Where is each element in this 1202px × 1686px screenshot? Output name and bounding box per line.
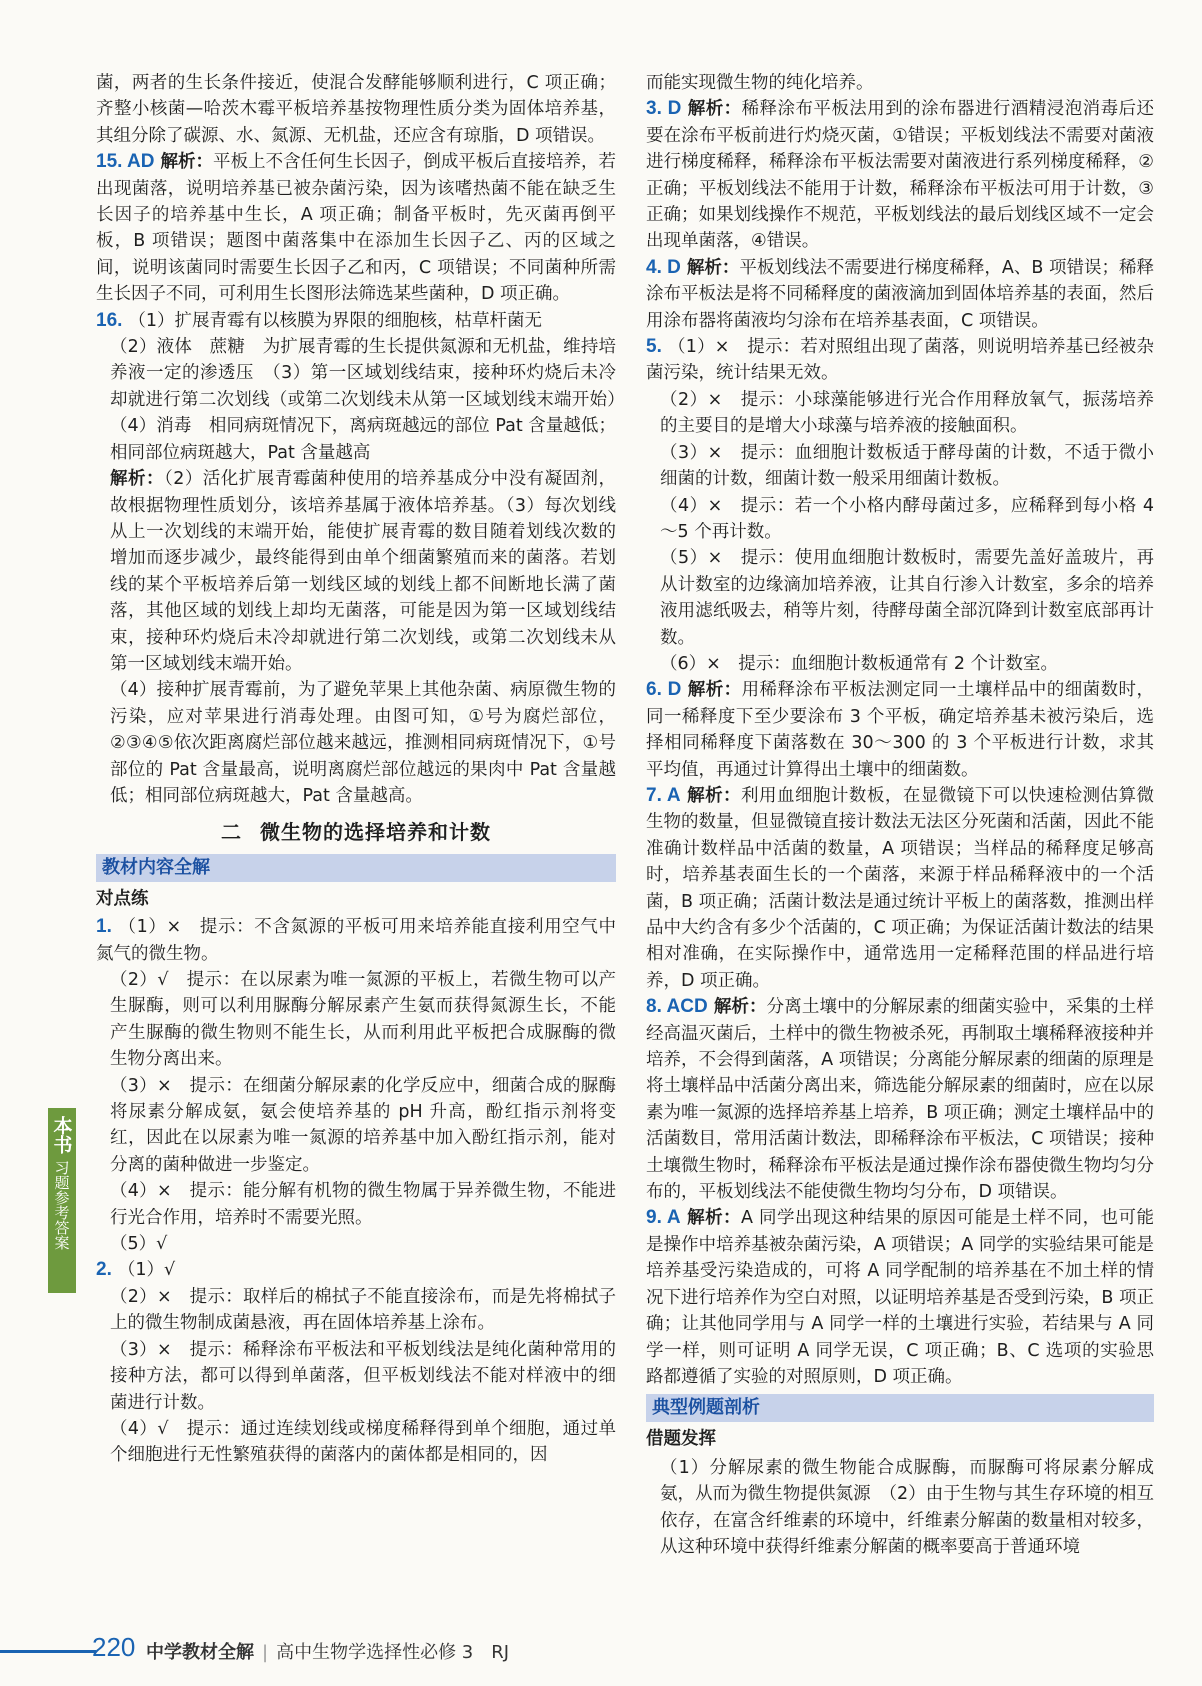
answer-2 — [96, 1257, 616, 1283]
question-number: 4. D — [646, 256, 681, 278]
subheading: 对点练 — [96, 888, 149, 909]
answer-5 — [646, 334, 1154, 387]
answer-text: （5）× 提示：使用血细胞计数板时，需要先盖好盖玻片，再从计数室的边缘滴加培养液，让其自行渗入计数室，多余的培养液用滤纸吸去，稍等片刻，待酵母菌全部沉降到计数室底部再计数。 — [660, 548, 1154, 648]
answer-text: （1）× 提示：不含氮源的平板可用来培养能直接利用空气中氮气的微生物。 — [96, 917, 616, 964]
answer-text: （2）√ 提示：在以尿素为唯一氮源的平板上，若微生物可以产生脲酶，则可以利用脲酶分解尿素产生氨而获得氮源生长，不能产生脲酶的微生物则不能生长，从而利用此平板把合成脲酶的微生物分离出来。 — [110, 970, 616, 1070]
answer-text: （4）× 提示：能分解有机物的微生物属于异养微生物，不能进行光合作用，培养时不需要光照。 — [110, 1181, 616, 1228]
question-number: 5. — [646, 336, 662, 358]
subheading: 借题发挥 — [646, 1429, 716, 1450]
book-title — [146, 1638, 509, 1664]
answer-text: （1）√ — [117, 1260, 176, 1281]
question-number: 16. — [96, 309, 123, 331]
side-tab — [48, 1108, 76, 1293]
answer-text: 平板划线法不需要进行梯度稀释，A、B 项错误；稀释涂布平板法是将不同稀释度的菌液滴加到固体培养基的表面，然后用涂布器将菌液均匀涂布在培养基表面，C 项错误。 — [646, 257, 1154, 331]
answer-text: 用稀释涂布平板法测定同一土壤样品中的细菌数时，同一稀释度下至少要涂布 3 个平板，确定培养基未被污染后，选择相同稀释度下菌落数在 30～300 的 3 个平板进行计数，求其平均值，再通过计算得出土壤中的细菌数。 — [646, 680, 1154, 780]
answer-text: （2）液体 蔗糖 为扩展青霉的生长提供氮源和无机盐，维持培养液一定的渗透压 （3）第一区域划线结束，接种环灼烧后未冷却就进行第二次划线（或第二次划线未从第一区域划线末端开始）（4）消毒 相同病斑情况下，离病斑越远的部位 Pat 含量越低；相同部位病斑越大，Pat 含量越高 — [110, 337, 616, 463]
paragraph: 菌，两者的生长条件接近，使混合发酵能够顺利进行，C 项正确；齐整小核菌—哈茨木霉平板培养基按物理性质分类为固体培养基，其组分除了碳源、水、氮源、无机盐，还应含有琼脂，D 项错误。 — [96, 73, 616, 146]
question-number: 9. A — [646, 1207, 681, 1229]
answer-text: 分离土壤中的分解尿素的细菌实验中，采集的土样经高温灭菌后，土样中的微生物被杀死，再制取土壤稀释液接种并培养，不会得到菌落，A 项错误；分离能分解尿素的细菌的原理是将土壤样品中活菌分离出来，筛选能分解尿素的细菌时，应在以尿素为唯一氮源的选择培养基上培养，B 项正确；测定土壤样品中的活菌数目，常用活菌计数法，即稀释涂布平板法，C 项错误；接种土壤微生物时，稀释涂布平板法是通过操作涂布器使微生物均匀分布的，平板划线法不能使微生物均匀分布，D 项错误。 — [646, 997, 1155, 1203]
answer-16-analysis — [96, 466, 616, 677]
answer-text: （6）× 提示：血细胞计数板通常有 2 个计数室。 — [660, 653, 1059, 674]
answer-text: （1）扩展青霉有以核膜为界限的细胞核，枯草杆菌无 — [128, 310, 543, 331]
right-column — [646, 70, 1154, 1560]
paragraph: 而能实现微生物的纯化培养。 — [646, 73, 874, 93]
question-number: 8. ACD — [646, 996, 708, 1018]
question-number: 6. D — [646, 679, 682, 701]
answer-15 — [96, 149, 616, 307]
left-column — [96, 70, 616, 1469]
book-subtitle: 高中生物学选择性必修 3 RJ — [276, 1642, 510, 1663]
section-title-text: 微生物的选择培养和计数 — [260, 820, 491, 845]
answer-8 — [646, 994, 1154, 1205]
answer-text: （5）√ — [110, 1234, 168, 1255]
footer — [0, 1628, 1202, 1668]
footer-rule — [0, 1650, 96, 1653]
analysis-label: 解析： — [686, 257, 740, 278]
analysis-label: 解析： — [686, 1208, 742, 1229]
answer-text: （3）× 提示：在细菌分解尿素的化学反应中，细菌合成的脲酶将尿素分解成氨，氨会使培养基的 pH 升高，酚红指示剂将变红，因此在以尿素为唯一氮源的培养基中加入酚红指示剂，能对分离的菌种做进一步鉴定。 — [110, 1075, 616, 1175]
answer-text: （4）√ 提示：通过连续划线或梯度稀释得到单个细胞，通过单个细胞进行无性繁殖获得的菌落内的菌体都是相同的，因 — [110, 1418, 616, 1466]
question-number: 15. AD — [96, 151, 155, 173]
question-number: 1. — [96, 916, 112, 938]
analysis-label: 解析： — [686, 785, 742, 806]
analysis-label: 解析： — [713, 997, 767, 1018]
analysis-label: 解析： — [687, 680, 742, 701]
answer-text: （3）× 提示：血细胞计数板适于酵母菌的计数，不适于微小细菌的计数，细菌计数一般采用细菌计数板。 — [660, 442, 1154, 490]
section-bar: 教材内容全解 — [96, 854, 616, 882]
section-title — [96, 819, 616, 845]
answer-text: A 同学出现这种结果的原因可能是土样不同，也可能是操作中培养基被杂菌污染，A 项错误；A 同学的实验结果可能是培养基受污染造成的，可将 A 同学配制的培养基在不加土样的情况下进行培养作为空白对照，以证明培养基是否受到污染，B 项正确；让其他同学用与 A 同学一样的土壤进行实验，若结果与 A 同学一样，则可证明 A 同学无误，C 项正确；B、C 选项的实验思路都遵循了实验的对照原则，D 项正确。 — [646, 1208, 1155, 1387]
question-number: 3. D — [646, 98, 682, 120]
page-number: 220 — [92, 1632, 136, 1662]
side-tab-title: 本书 — [50, 1116, 73, 1154]
question-number: 7. A — [646, 784, 681, 806]
answer-text: 利用血细胞计数板，在显微镜下可以快速检测估算微生物的数量，但显微镜直接计数法无法区分死菌和活菌，因此不能准确计数样品中活菌的数量，A 项错误；当样品的稀释度足够高时，培养基表面生长的一个菌落，来源于样品稀释液中的一个活菌，B 项正确；活菌计数法是通过统计平板上的菌落数，推测出样品中大约含有多少个活菌的，C 项正确；为保证活菌计数法的结果相对准确，在实际操作中，通常选用一定稀释范围的样品进行培养，D 项正确。 — [646, 785, 1155, 991]
answer-text: （2）× 提示：小球藻能够进行光合作用释放氧气，振荡培养的主要目的是增大小球藻与培养液的接触面积。 — [660, 389, 1154, 437]
answer-text: 平板上不含任何生长因子，倒成平板后直接培养，若出现菌落，说明培养基已被杂菌污染，因为该嗜热菌不能在缺乏生长因子的培养基中生长，A 项正确；制备平板时，先灭菌再倒平板，B 项错误；题图中菌落集中在添加生长因子乙、丙的区域之间，说明该菌同时需要生长因子乙和丙，C 项错误；不同菌种所需生长因子不同，可利用生长图形法筛选某些菌种，D 项正确。 — [96, 152, 617, 305]
section-number: 二 — [221, 820, 242, 845]
book-name: 中学教材全解 — [146, 1642, 254, 1663]
answer-1 — [96, 914, 616, 967]
answer-4 — [646, 255, 1154, 334]
answer-text: （4）× 提示：若一个小格内酵母菌过多，应稀释到每小格 4～5 个再计数。 — [660, 495, 1154, 542]
question-number: 2. — [96, 1259, 112, 1281]
analysis-label: 解析： — [687, 99, 742, 120]
answer-text: （2）× 提示：取样后的棉拭子不能直接涂布，而是先将棉拭子上的微生物制成菌悬液，再在固体培养基上涂布。 — [110, 1286, 616, 1334]
analysis-label: 解析： — [110, 469, 164, 490]
separator: | — [262, 1642, 269, 1663]
answer-text: （1）分解尿素的微生物能合成脲酶，而脲酶可将尿素分解成氨，从而为微生物提供氮源 （2）由于生物与其生存环境的相互依存，在富含纤维素的环境中，纤维素分解菌的数量相对较多，从这种环境中获得纤维素分解菌的概率要高于普通环境 — [660, 1457, 1154, 1557]
answer-6 — [646, 677, 1154, 783]
answer-9 — [646, 1205, 1154, 1390]
answer-text: 稀释涂布平板法用到的涂布器进行酒精浸泡消毒后还要在涂布平板前进行灼烧灭菌，①错误；平板划线法不需要对菌液进行梯度稀释，稀释涂布平板法需要对菌液进行系列梯度稀释，②正确；平板划线法不能用于计数，稀释涂布平板法可用于计数，③正确；如果划线操作不规范，平板划线法的最后划线区域不一定会出现单菌落，④错误。 — [646, 99, 1154, 252]
answer-text: （2）活化扩展青霉菌种使用的培养基成分中没有凝固剂，故根据物理性质划分，该培养基属于液体培养基。（3）每次划线从上一次划线的末端开始，能使扩展青霉的数目随着划线次数的增加而逐步减少，最终能得到由单个细菌繁殖而来的菌落。若划线的某个平板培养后第一划线区域的划线上都不间断地长满了菌落，其他区域的划线上却均无菌落，可能是因为第一区域划线结束，接种环灼烧后未冷却就进行第二次划线，或第二次划线未从第一区域划线末端开始。 — [110, 469, 617, 674]
analysis-label: 解析： — [160, 152, 214, 173]
answer-text: （3）× 提示：稀释涂布平板法和平板划线法是纯化菌种常用的接种方法，都可以得到单菌落，但平板划线法不能对样液中的细菌进行计数。 — [110, 1339, 616, 1413]
answer-text: （4）接种扩展青霉前，为了避免苹果上其他杂菌、病原微生物的污染，应对苹果进行消毒处理。由图可知，①号为腐烂部位，②③④⑤依次距离腐烂部位越来越远，推测相同病斑情况下，①号部位的 Pat 含量最高，说明离腐烂部位越远的果肉中 Pat 含量越低；相同部位病斑越大，Pat 含量越高。 — [110, 680, 616, 806]
side-tab-subtitle: 习题参考答案 — [52, 1160, 71, 1250]
answer-text: （1）× 提示：若对照组出现了菌落，则说明培养基已经被杂菌污染，统计结果无效。 — [646, 337, 1154, 384]
answer-16 — [96, 308, 616, 334]
answer-3 — [646, 96, 1154, 254]
section-bar: 典型例题剖析 — [646, 1394, 1154, 1422]
answer-7 — [646, 783, 1154, 994]
